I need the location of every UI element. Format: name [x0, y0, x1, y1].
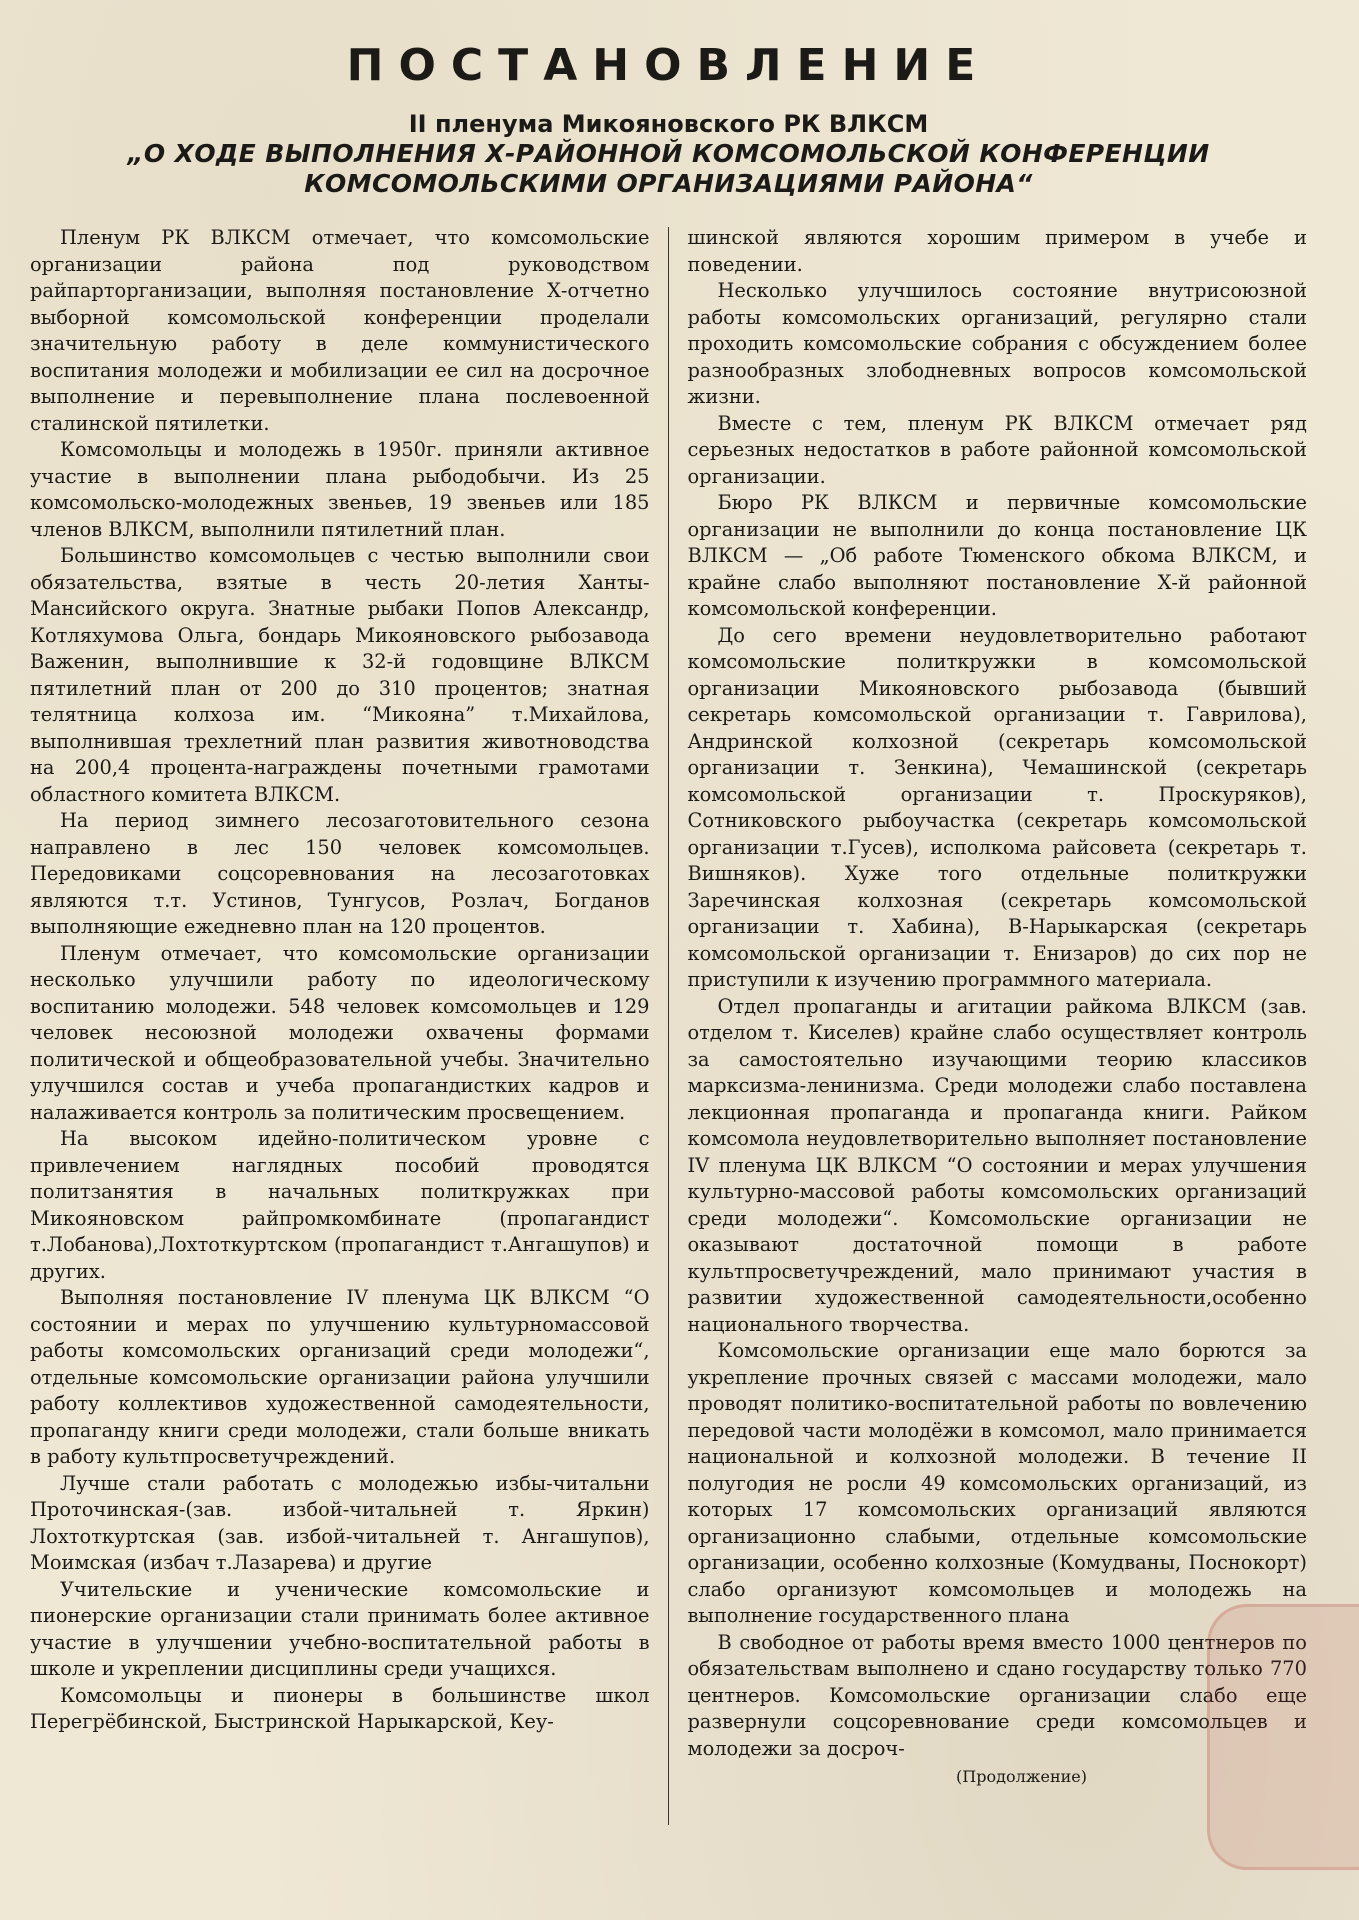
archive-stamp [1207, 1604, 1359, 1870]
page-title: ПОСТАНОВЛЕНИЕ [346, 40, 991, 91]
column-divider [668, 227, 670, 1825]
paragraph: Комсомольские организации еще мало борются за укрепление прочных связей с массами молодежи, мало проводят политико-воспитательной работы по вовлечению передовой части молодёжи в комсомол, мало принимается национальной и колхозной молодежи. В течение II полугодия не росли 49 комсомольских организаций, из которых 17 комсомольских организаций являются организационно слабыми, отдельные комсомольские организации, особенно колхозные (Комудваны, Поснокорт) слабо организуют комсомольцев и молодежь на выполнение государственного плана [687, 1339, 1307, 1627]
paragraph: Отдел пропаганды и агитации райкома ВЛКСМ (зав. отделом т. Киселев) крайне слабо осуществляет контроль за самостоятельно изучающими теорию классиков марксизма-ленинизма. Среди молодежи слабо поставлена лекционная пропаганда и пропаганда книги. Райком комсомола неудовлетворительно выполняет постановление IV пленума ЦК ВЛКСМ “О состоянии и мерах улучшения культурно-массовой работы комсомольских организаций среди молодежи“. Комсомольские организации не оказывают достаточной помощи в работе культпросветучреждений, мало принимают участия в развитии художественной самодеятельности,особенно национального творчества. [687, 994, 1307, 1336]
paragraph: Комсомольцы и пионеры в большинстве школ Перегрёбинской, Быстринской Нарыкарской, Кеу- [30, 1683, 650, 1733]
paragraph: Выполняя постановление IV пленума ЦК ВЛКСМ “О состоянии и мерах по улучшению культурномассовой работы комсомольских организаций среди молодежи“, отдельные комсомольские организации района улучшили работу коллективов художественной самодеятельности, пропаганду книги среди молодежи, стали больше вникать в работу культпросветучреждений. [30, 1286, 650, 1468]
subtitle-topic-line2: КОМСОМОЛЬСКИМИ ОРГАНИЗАЦИЯМИ РАЙОНА“ [304, 169, 1033, 198]
paragraph: Пленум отмечает, что комсомольские организации несколько улучшили работу по идеологическому воспитанию молодежи. 548 человек комсомольцев и 129 человек несоюзной молодежи охвачены формами политической и общеобразовательной учебы. Значительно улучшился состав и учеба пропагандистких кадров и налаживается контроль за политическим просвещением. [30, 941, 650, 1124]
paragraph: Большинство комсомольцев с честью выполнили свои обязательства, взятые в честь 20-летия Ханты-Мансийского округа. Знатные рыбаки Попов Александр, Котляхумова Ольга, бондарь Микояновского рыбозавода Важенин, выполнившие к 32-й годовщине ВЛКСМ пятилетний план от 200 до 310 процентов; знатная телятница колхоза им. “Микояна” т.Михайлова, выполнившая трехлетний план развития животноводства на 200,4 процента-награждены почетными грамотами областного комитета ВЛКСМ. [30, 544, 650, 806]
subtitle-topic-line1: „О ХОДЕ ВЫПОЛНЕНИЯ Х-РАЙОННОЙ КОМСОМОЛЬСКОЙ КОНФЕРЕНЦИИ [127, 139, 1210, 168]
paragraph: До сего времени неудовлетворительно работают комсомольские политкружки в комсомольской организации Микояновского рыбозавода (бывший секретарь комсомольской организации т. Гаврилова), Андринской колхозной (секретарь комсомольской организации т. Зенкина), Чемашинской (секретарь комсомольской организации т. Проскуряков), Сотниковского рыбоучастка (секретарь комсомольской организации т.Гусев), исполкома райсовета (секретарь т. Вишняков). Хуже того отдельные политкружки Заречинская колхозная (секретарь комсомольской организации т. Хабина), В-Нарыкарская (секретарь комсомольской организации т. Енизаров) до сих пор не приступили к изучению программного материала. [687, 623, 1307, 991]
article-body [30, 225, 1307, 1825]
paragraph: Пленум РК ВЛКСМ отмечает, что комсомольские организации района под руководством райпарторганизации, выполняя постановление Х-отчетно выборной комсомольской конференции проделали значительную работу в деле коммунистического воспитания молодежи и мобилизации ее сил на досрочное выполнение и перевыполнение плана послевоенной сталинской пятилетки. [30, 226, 650, 435]
paragraph: Лучше стали работать с молодежью избы-читальни Проточинская-(зав. избой-читальней т. Яркин) Лохтоткуртская (зав. избой-читальней т. Ангашупов), Моимская (избач т.Лазарева) и другие [30, 1471, 650, 1574]
paragraph: Комсомольцы и молодежь в 1950г. приняли активное участие в выполнении плана рыбодобычи. Из 25 комсомольско-молодежных звеньев, 19 звеньев или 185 членов ВЛКСМ, выполнили пятилетний план. [30, 438, 650, 541]
paragraph: На высоком идейно-политическом уровне с привлечением наглядных пособий проводятся политзанятия в начальных политкружках при Микояновском райпромкомбинате (пропагандист т.Лобанова),Лохтоткуртском (пропагандист т.Ангашупов) и других. [30, 1127, 650, 1283]
paragraph: Учительские и ученические комсомольские и пионерские организации стали принимать более активное участие в улучшении учебно-воспитательной работы в школе и укреплении дисциплины среди учащихся. [30, 1577, 650, 1680]
paragraph: На период зимнего лесозаготовительного сезона направлено в лес 150 человек комсомольцев. Передовиками соцсоревнования на лесозаготовках являются т.т. Устинов, Тунгусов, Розлач, Богданов выполняющие ежедневно план на 120 процентов. [30, 809, 650, 938]
paragraph-continuation: шинской являются хорошим примером в учебе и поведении. [687, 226, 1307, 276]
paragraph: Несколько улучшилось состояние внутрисоюзной работы комсомольских организаций, регулярно стали проходить комсомольские собрания с обсуждением более разнообразных злободневных вопросов комсомольской жизни. [687, 279, 1307, 408]
paragraph: В свободное от работы время вместо 1000 центнеров по обязательствам выполнено и сдано государству только 770 центнеров. Комсомольские организации слабо еще развернули соцсоревнование среди комсомольцев и молодежи за досроч- [687, 1630, 1307, 1760]
right-column [671, 225, 1307, 1825]
paragraph: Бюро РК ВЛКСМ и первичные комсомольские организации не выполнили до конца постановление ЦК ВЛКСМ — „Об работе Тюменского обкома ВЛКСМ, и крайне слабо выполняют постановление Х-й районной комсомольской конференции. [687, 491, 1307, 620]
left-column [30, 225, 666, 1825]
paragraph: Вместе с тем, пленум РК ВЛКСМ отмечает ряд серьезных недостатков в работе районной комсомольской организации. [687, 411, 1307, 488]
subtitle-plenum: II пленума Микояновского РК ВЛКСМ [408, 110, 929, 138]
continuation-note: (Продолжение) [956, 1767, 1087, 1786]
